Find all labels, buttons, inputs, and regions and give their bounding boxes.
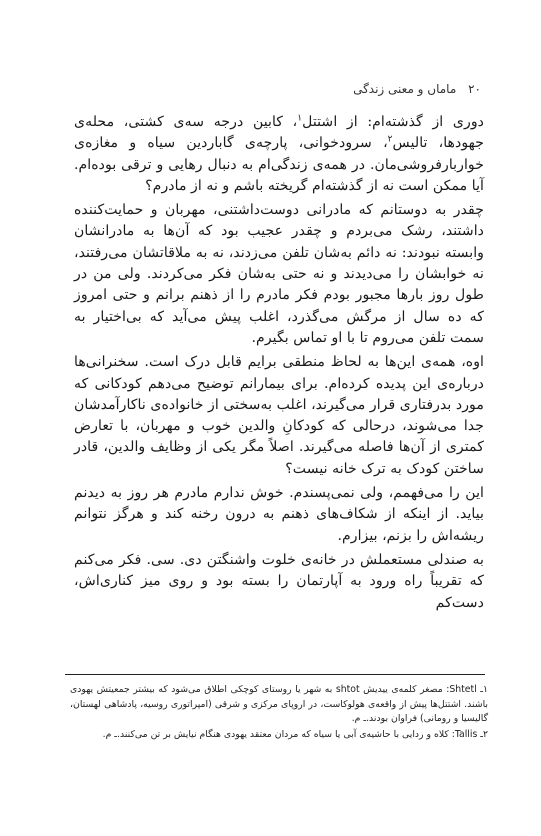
paragraph-1-part-a: دوری از گذشته‌ام: از اشتتل bbox=[302, 114, 484, 130]
footnote-1: ۱ـ Shtetl: مصغر کلمه‌ی ییدیش shtot به شهر یا روستای کوچکی اطلاق می‌شود که بیشتر جمعیتش یهودی باشند. اشتتل‌ها پیش از واقعه‌ی هولوکاست، در اروپای مرکزی و شرقی (امپراتوری روسیه، پادشاهی لهستان، گالیسیا و رومانی) فراوان بودند.ـ م. bbox=[70, 684, 488, 724]
paragraph-1-part-c: ، سرودخوانی، پارچه‌ی گاباردین سیاه و مغازه‌ی خواربارفروشی‌مان. در همه‌ی زندگی‌ام به دنبال رهایی و ترقی بوده‌ام. آیا ممکن است نه از گذشته‌ام گریخته باشم و نه از مادرم؟ bbox=[74, 135, 484, 194]
paragraph-1-part-b: ، کابین درجه سه‌ی کشتی، محله‌ی جهودها، تالیس bbox=[74, 114, 484, 152]
paragraph-4: این را می‌فهمم، ولی نمی‌پسندم. خوش ندارم مادرم هر روز به دیدنم بیاید. از اینکه از شکاف‌های ذهنم به درون رخنه کند و هرگز نتوانم ریشه‌اش را بزنم، بیزارم. bbox=[74, 485, 484, 544]
footnote-divider bbox=[65, 674, 485, 675]
paragraph-1 bbox=[74, 112, 484, 197]
footnote-ref-2: ۲ bbox=[387, 134, 393, 145]
body-text bbox=[74, 112, 484, 617]
running-title: ماماں و معنی زندگی bbox=[353, 82, 457, 96]
paragraph-2: چقدر به دوستانم که مادرانی دوست‌داشتنی، مهربان و حمایت‌کننده داشتند، رشک می‌بردم و چقدر عجیب بود که آن‌ها به مادرانشان وابسته نبودند: نه دائم به‌شان تلفن می‌زدند، نه به ملاقاتشان می‌رفتند، نه خوابشان را می‌دیدند و نه حتی به‌شان فکر می‌کردند. ولی من در طول روز بارها مجبور بودم فکر مادرم را از ذهنم برانم و حتی امروز که ده سال از مرگش می‌گذرد، اغلب پیش می‌آید که بی‌اختیار به سمت تلفن می‌روم تا با او تماس بگیرم. bbox=[74, 202, 484, 346]
running-head bbox=[353, 82, 481, 96]
footnotes bbox=[70, 683, 488, 743]
paragraph-3: اوه، همه‌ی این‌ها به لحاظ منطقی برایم قابل درک است. سخنرانی‌ها درباره‌ی این پدیده کرده‌ام. برای بیمارانم توضیح می‌دهم کودکانی که مورد بدرفتاری قرار می‌گیرند، اغلب به‌سختی از خانواده‌ی ناکارآمدشان جدا می‌شوند، درحالی که کودکانِ والدین خوب و مهربان، با تعارض کمتری از آن‌ها فاصله می‌گیرند. اصلاً مگر یکی از وظایف والدین، قادر ساختن کودک به ترک خانه نیست؟ bbox=[74, 354, 484, 477]
footnote-2: ۲ـ Tallis: کلاه و ردایی با حاشیه‌ی آبی یا سیاه که مردان معتقد یهودی هنگام نیایش بر تن می‌کنند.ـ م. bbox=[102, 728, 488, 740]
footnote-ref-1: ۱ bbox=[297, 113, 303, 124]
paragraph-5: به صندلی مستعملش در خانه‌ی خلوت واشنگتن دی. سی. فکر می‌کنم که تقریباً راه ورود به آپارتمان را بسته بود و روی میز کناری‌اش، دست‌کم bbox=[74, 551, 484, 611]
page-number: ۲۰ bbox=[468, 82, 481, 96]
